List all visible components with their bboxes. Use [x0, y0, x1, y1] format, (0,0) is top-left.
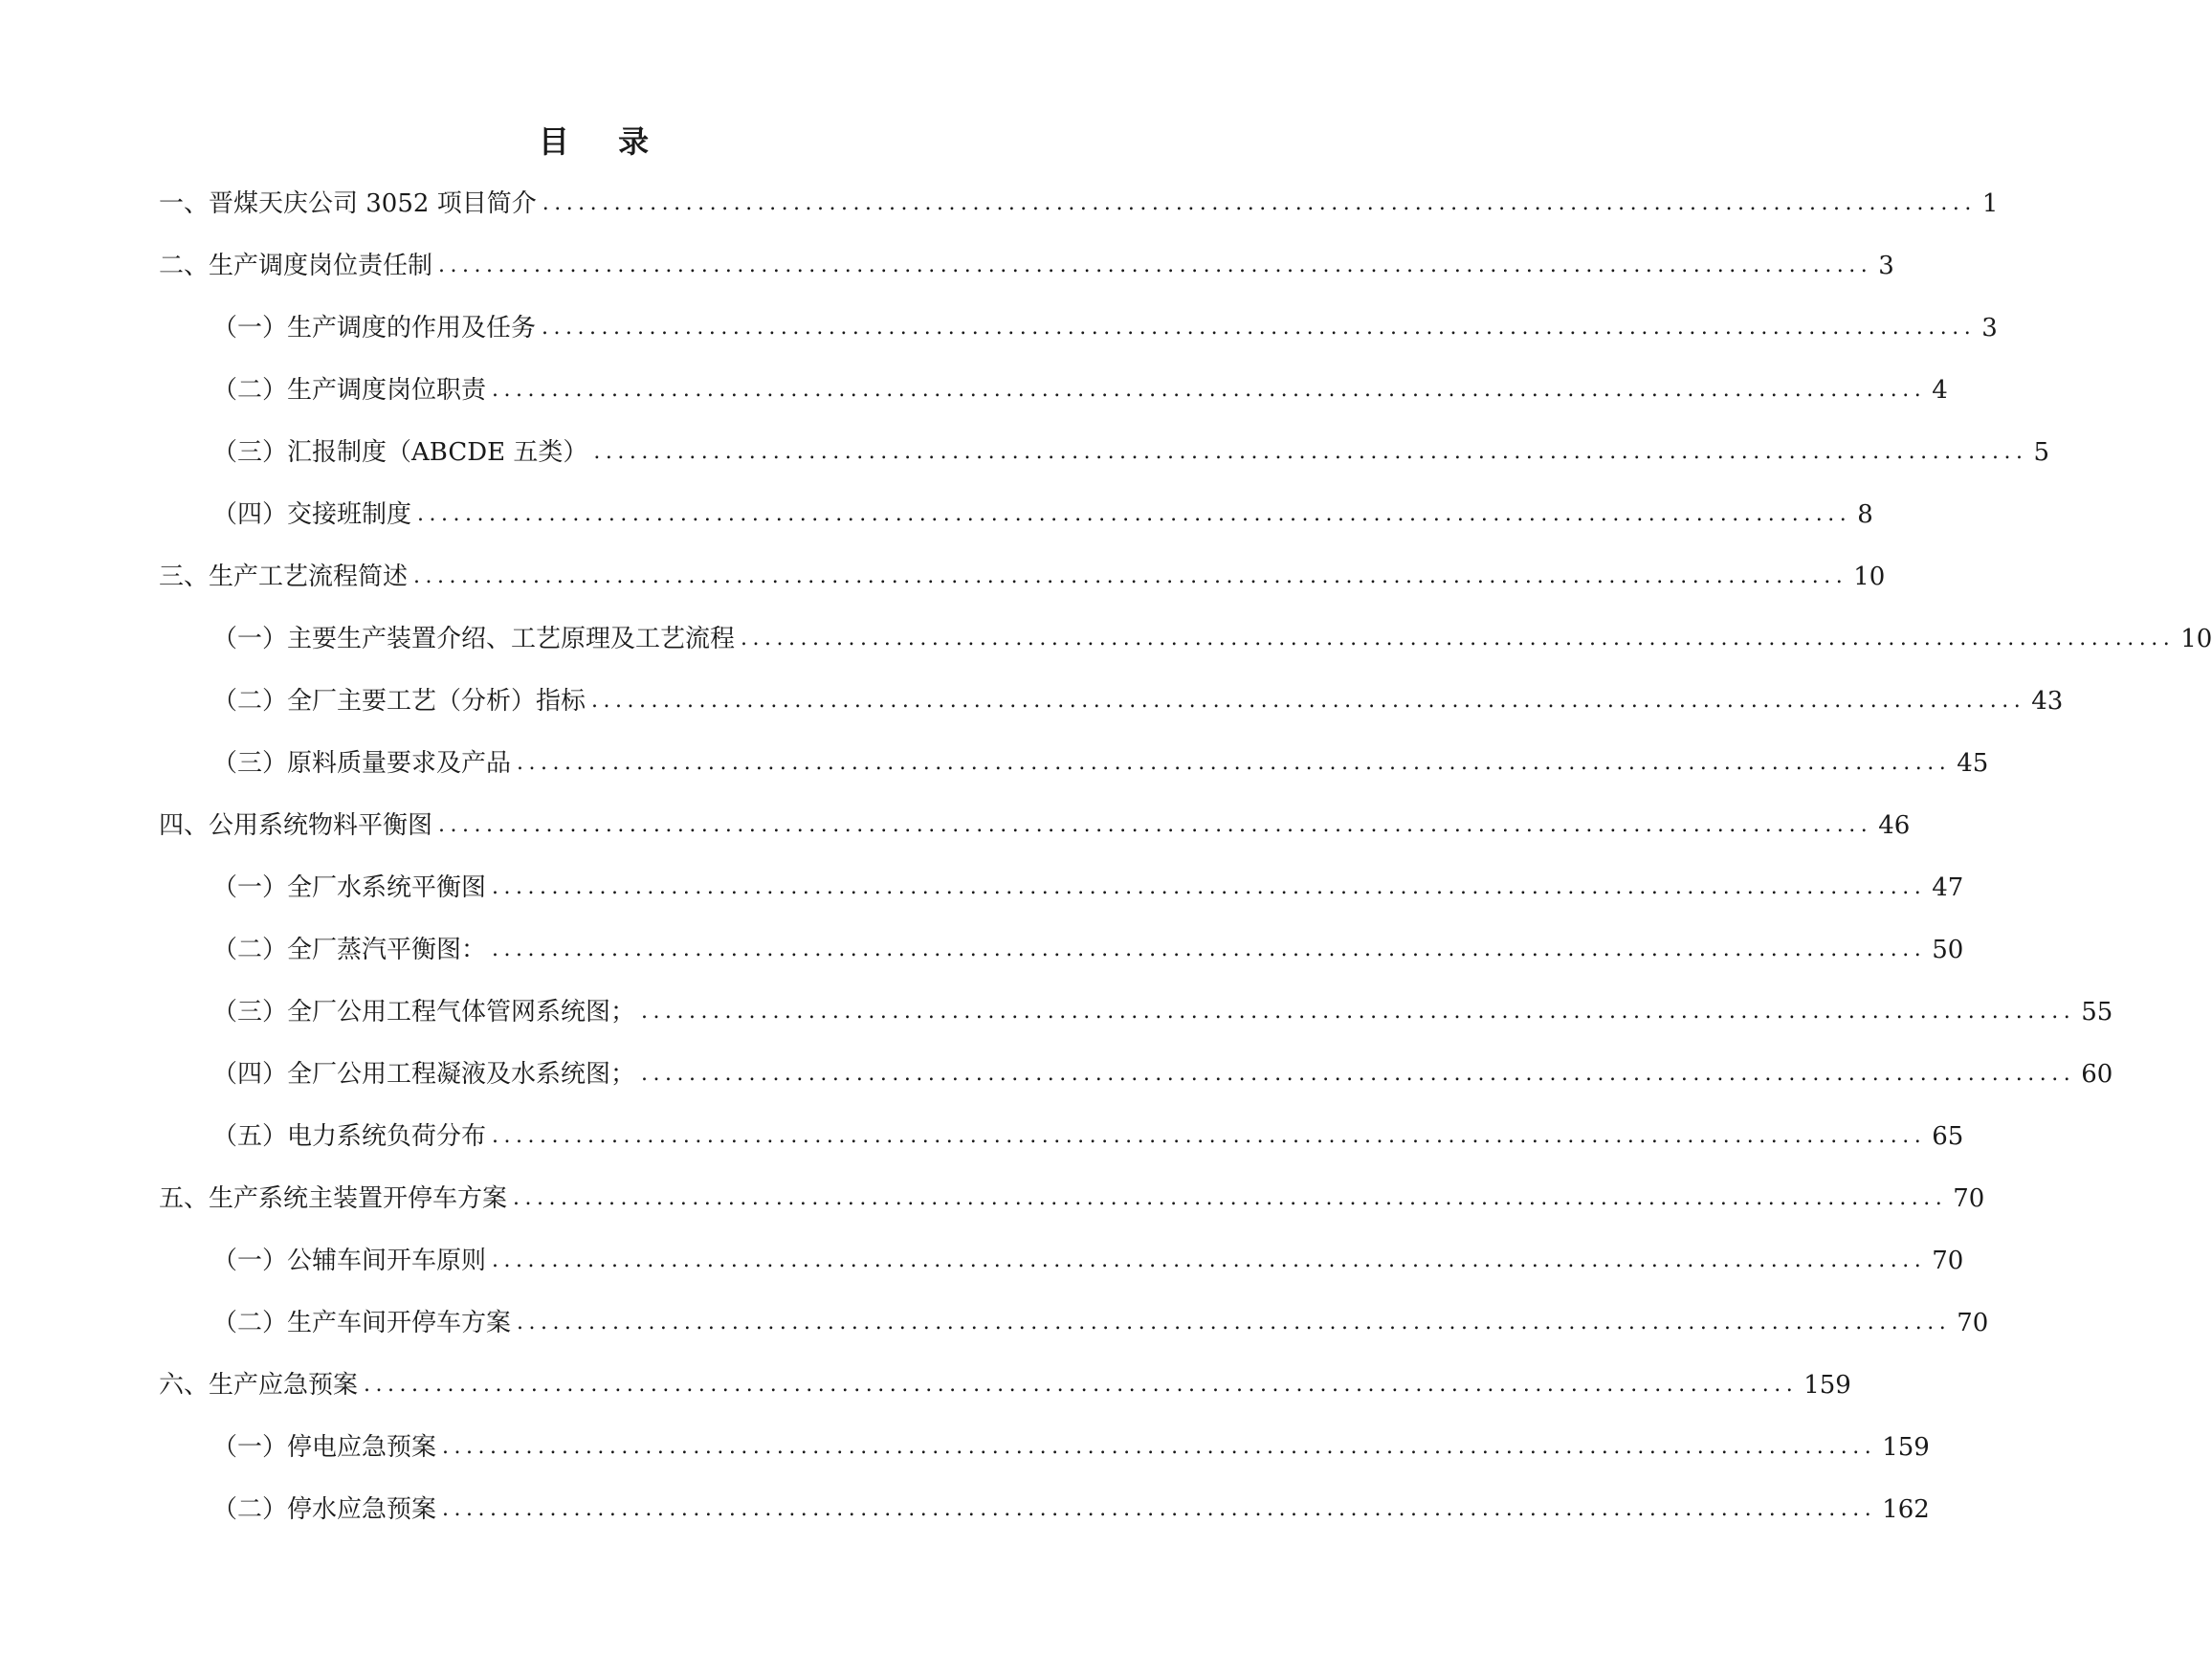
toc-dot-leader: ........................................................................................................................: [593, 440, 2028, 464]
toc-entry[interactable]: [0, 746, 1989, 808]
toc-entry[interactable]: [0, 1057, 2113, 1119]
toc-page-number: 1: [1981, 189, 1999, 218]
toc-entry-title: 四、公用系统物料平衡图: [159, 811, 433, 840]
toc-entry[interactable]: [0, 560, 1886, 622]
toc-page-number: 47: [1932, 873, 1964, 902]
toc-entry[interactable]: [0, 373, 1948, 435]
toc-dot-leader: ........................................................................................................................: [442, 1435, 1877, 1459]
toc-entry[interactable]: [0, 1492, 1930, 1555]
toc-page-number: 162: [1882, 1495, 1930, 1524]
toc-entry-title: （五）电力系统负荷分布: [212, 1122, 487, 1151]
toc-entry-title: （二）生产车间开停车方案: [212, 1309, 512, 1337]
toc-dot-leader: ........................................................................................................................: [542, 191, 1977, 215]
toc-dot-leader: ........................................................................................................................: [513, 1186, 1948, 1210]
toc-entry[interactable]: [0, 995, 2113, 1057]
toc-dot-leader: ........................................................................................................................: [438, 254, 1873, 277]
toc-dot-leader: ........................................................................................................................: [591, 689, 2026, 713]
toc-entry[interactable]: [0, 684, 2064, 746]
toc-entry[interactable]: [0, 435, 2050, 497]
toc-page-number: 45: [1957, 749, 1989, 778]
toc-dot-leader: ........................................................................................................................: [492, 1248, 1927, 1272]
toc-entry-title: 六、生产应急预案: [159, 1371, 359, 1400]
toc-entry-title: （三）原料质量要求及产品: [212, 749, 512, 778]
toc-dot-leader: ........................................................................................................................: [492, 378, 1927, 402]
toc-dot-leader: ........................................................................................................................: [517, 1311, 1952, 1335]
toc-entry[interactable]: [0, 497, 1873, 560]
toc-page-number: 70: [1957, 1309, 1989, 1337]
toc-page-number: 43: [2031, 687, 2064, 716]
toc-page-number: 70: [1953, 1184, 1985, 1213]
toc-entry-title: （一）全厂水系统平衡图: [212, 873, 487, 902]
toc-entry[interactable]: [0, 1244, 1964, 1306]
toc-dot-leader: ........................................................................................................................: [741, 627, 2176, 651]
toc-dot-leader: ........................................................................................................................: [641, 1000, 2076, 1024]
toc-entry[interactable]: [0, 249, 1894, 311]
toc-entry[interactable]: [0, 933, 1964, 995]
toc-page-number: 60: [2081, 1060, 2113, 1089]
toc-entry-title: 三、生产工艺流程简述: [159, 563, 409, 591]
toc-page-number: 5: [2033, 438, 2050, 467]
toc-dot-leader: ........................................................................................................................: [442, 1497, 1877, 1521]
toc-page-number: 10: [2180, 625, 2212, 653]
toc-entry-title: （一）停电应急预案: [212, 1433, 437, 1462]
toc-entry-title: 二、生产调度岗位责任制: [159, 252, 433, 280]
toc-entry[interactable]: [0, 1368, 1851, 1430]
table-of-contents: [0, 187, 2212, 1555]
toc-entry-title: （二）生产调度岗位职责: [212, 376, 487, 405]
toc-entry-title: （二）全厂蒸汽平衡图：: [212, 936, 487, 964]
toc-entry-title: （一）公辅车间开车原则: [212, 1247, 487, 1275]
toc-dot-leader: ........................................................................................................................: [438, 813, 1873, 837]
toc-page-number: 46: [1878, 811, 1911, 840]
toc-entry[interactable]: [0, 1119, 1964, 1181]
toc-dot-leader: ........................................................................................................................: [542, 316, 1977, 340]
toc-dot-leader: ........................................................................................................................: [413, 564, 1848, 588]
toc-entry[interactable]: [0, 1181, 1985, 1244]
toc-page-number: 159: [1803, 1371, 1851, 1400]
toc-page-number: 4: [1932, 376, 1948, 405]
toc-entry[interactable]: [0, 871, 1964, 933]
toc-entry-title: （三）全厂公用工程气体管网系统图；: [212, 998, 636, 1027]
toc-entry[interactable]: [0, 808, 1911, 871]
toc-page-number: 10: [1853, 563, 1886, 591]
toc-dot-leader: ........................................................................................................................: [517, 751, 1952, 775]
toc-entry[interactable]: [0, 622, 2212, 684]
toc-dot-leader: ........................................................................................................................: [492, 875, 1927, 899]
toc-entry-title: （二）全厂主要工艺（分析）指标: [212, 687, 586, 716]
toc-entry-title: 一、晋煤天庆公司 3052 项目简介: [159, 189, 537, 218]
toc-entry[interactable]: [0, 1306, 1989, 1368]
toc-entry[interactable]: [0, 187, 1999, 249]
toc-page-number: 50: [1932, 936, 1964, 964]
toc-dot-leader: ........................................................................................................................: [492, 938, 1927, 961]
toc-entry-title: （三）汇报制度（ABCDE 五类）: [212, 438, 588, 467]
toc-entry-title: （一）主要生产装置介绍、工艺原理及工艺流程: [212, 625, 736, 653]
toc-entry-title: （四）全厂公用工程凝液及水系统图；: [212, 1060, 636, 1089]
toc-dot-leader: ........................................................................................................................: [492, 1124, 1927, 1148]
toc-page-number: 3: [1878, 252, 1894, 280]
page-title: 目 录: [538, 123, 669, 160]
toc-dot-leader: ........................................................................................................................: [364, 1373, 1799, 1397]
toc-page-number: 159: [1882, 1433, 1930, 1462]
toc-page-number: 70: [1932, 1247, 1964, 1275]
toc-entry[interactable]: [0, 311, 1998, 373]
toc-entry-title: （一）生产调度的作用及任务: [212, 314, 537, 342]
toc-entry-title: 五、生产系统主装置开停车方案: [159, 1184, 508, 1213]
toc-page-number: 3: [1981, 314, 1998, 342]
toc-page-number: 8: [1857, 500, 1873, 529]
toc-dot-leader: ........................................................................................................................: [641, 1062, 2076, 1086]
toc-dot-leader: ........................................................................................................................: [417, 502, 1852, 526]
toc-entry-title: （四）交接班制度: [212, 500, 412, 529]
toc-page-number: 55: [2081, 998, 2113, 1027]
toc-page-number: 65: [1932, 1122, 1964, 1151]
toc-entry[interactable]: [0, 1430, 1930, 1492]
toc-entry-title: （二）停水应急预案: [212, 1495, 437, 1524]
